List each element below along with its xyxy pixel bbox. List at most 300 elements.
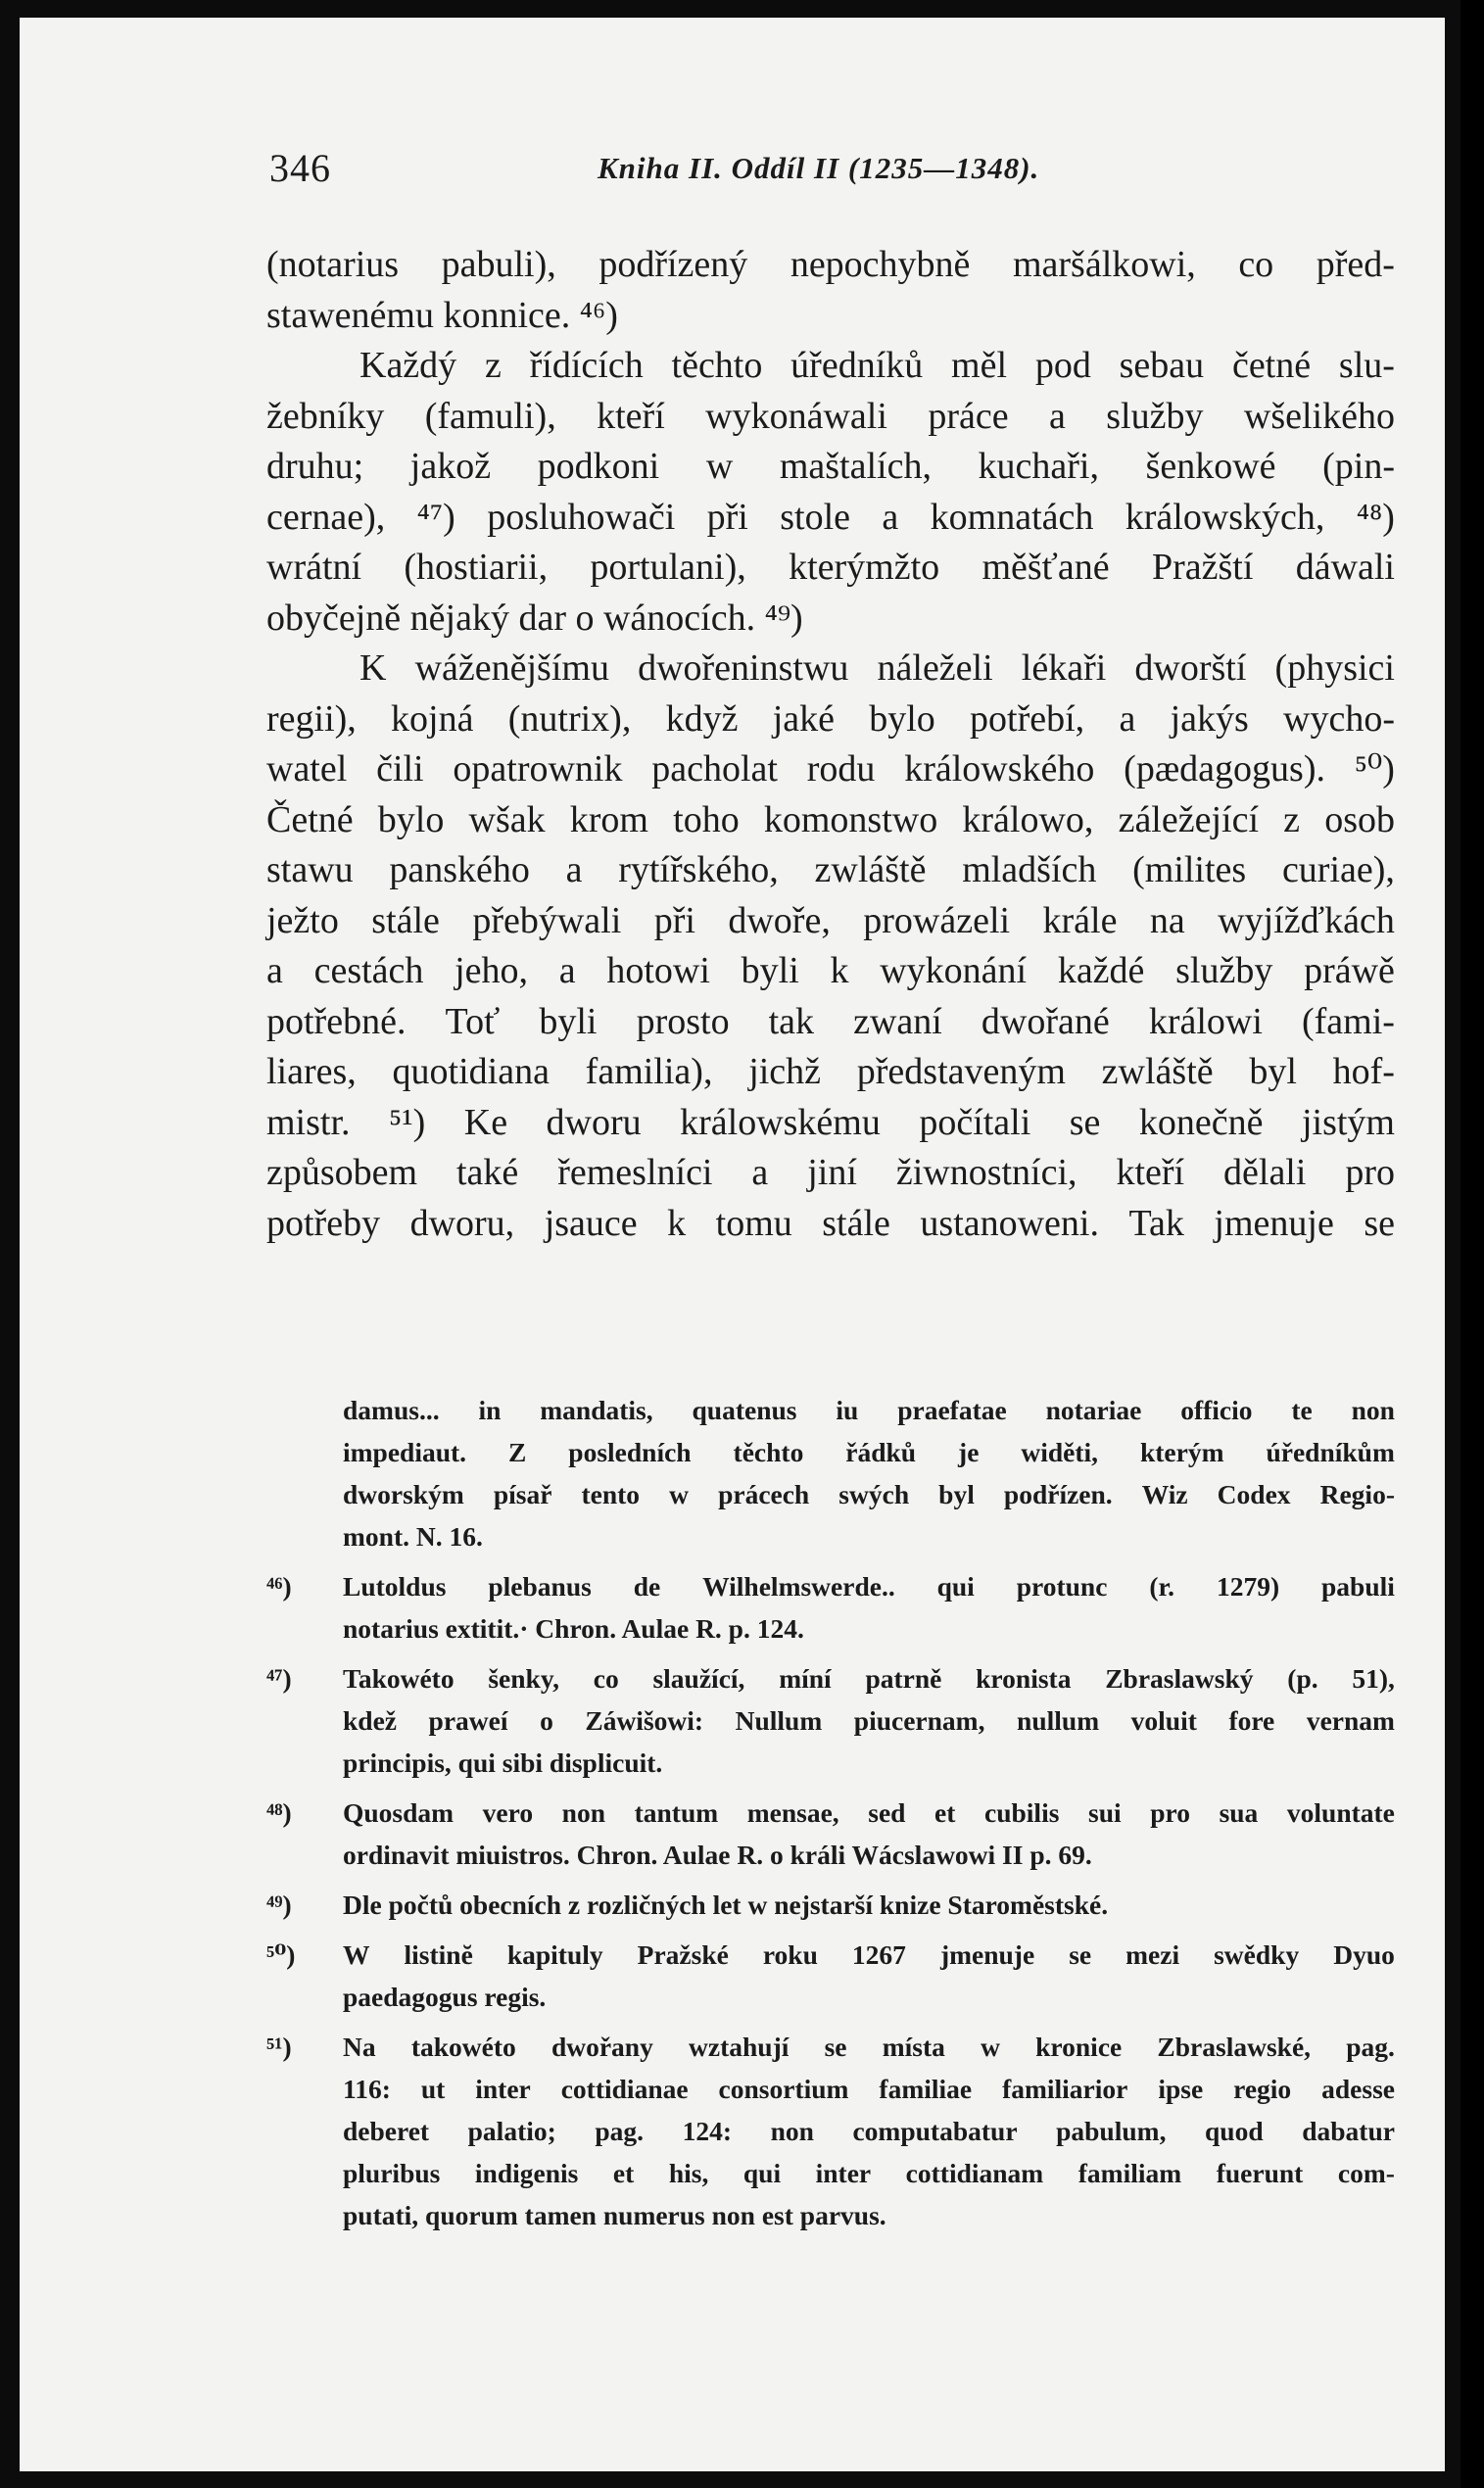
word: wrátní (266, 547, 362, 588)
word: Codex (1217, 1479, 1291, 1509)
word: krále (1042, 899, 1118, 941)
word: (r. (1149, 1571, 1175, 1602)
word: a (565, 849, 583, 890)
word: je (958, 1437, 980, 1467)
word: et (612, 2158, 635, 2188)
word: šenkowé (1145, 446, 1276, 487)
word: kojná (391, 697, 474, 740)
text-line (266, 694, 1395, 745)
word: kteří (597, 395, 665, 437)
word: mistr. (266, 1101, 351, 1143)
footnote-mark: ⁵¹) (266, 2032, 292, 2062)
word: prácech (718, 1479, 810, 1509)
word: Wiz (1141, 1479, 1188, 1509)
word: hotowi (606, 950, 710, 991)
word: (famuli), (424, 395, 556, 437)
word: curiae), (1281, 849, 1395, 890)
word: w (705, 446, 734, 487)
word: z (484, 345, 502, 386)
word: de (633, 1571, 661, 1602)
word: jakož (409, 446, 492, 487)
word: Ke (463, 1101, 508, 1143)
word: Wilhelmswerde.. (702, 1571, 895, 1602)
word: práwě (1304, 950, 1395, 991)
word: z (1283, 798, 1301, 840)
word: protunc (1016, 1571, 1108, 1602)
footnote-51 (266, 2026, 1395, 2236)
word: in (478, 1395, 502, 1425)
word: pod (1034, 345, 1091, 386)
word: maršálkowi, (1012, 244, 1196, 285)
word: dáwali (1295, 547, 1395, 588)
footnote-line (266, 1431, 1395, 1473)
word: pag. (1346, 2032, 1395, 2062)
word: ⁴⁸) (1356, 496, 1395, 538)
word: potřebí, (970, 697, 1085, 740)
word: k (667, 1202, 687, 1244)
word: nullum (1017, 1705, 1100, 1736)
word: cubilis (984, 1797, 1060, 1828)
word: Každý (359, 345, 457, 386)
word: způsobem (266, 1152, 418, 1193)
word: (fami- (1301, 1000, 1395, 1042)
word: portulani), (590, 547, 746, 588)
word: ježto (266, 899, 339, 941)
word: kterýmžto (789, 547, 940, 588)
word: těchto (733, 1437, 804, 1467)
word: 116: (343, 2074, 391, 2104)
word: stále (822, 1202, 890, 1244)
word: toho (673, 798, 740, 840)
word: rodu (806, 748, 876, 789)
footnote-line: Dle počtů obecních z rozličných let w nejstarší knize Staroměstské. (343, 1890, 1109, 1920)
word: řídících (529, 345, 644, 386)
word: palatio; (467, 2116, 556, 2146)
footnote-49 (266, 1884, 1395, 1926)
text-line (266, 997, 1395, 1048)
word: králowských, (1125, 496, 1325, 538)
word: wycho- (1283, 697, 1395, 740)
text-line (266, 644, 1395, 694)
word: pro (1345, 1152, 1395, 1193)
word: pro (1150, 1797, 1190, 1828)
word: čili (376, 748, 424, 789)
word: služby (1106, 395, 1204, 437)
text-line (266, 392, 1395, 443)
word: et (934, 1797, 956, 1828)
word: 51), (1352, 1663, 1395, 1694)
word: notariae (1045, 1395, 1142, 1425)
footnote-line: principis, qui sibi displicuit. (343, 1747, 663, 1778)
word: mezi (1125, 1939, 1180, 1970)
word: žebníky (266, 395, 385, 437)
text-line: stawenému konnice. ⁴⁶) (266, 294, 618, 336)
word: pacholat (651, 748, 778, 789)
text-line (266, 240, 1395, 291)
word: komonstwo (763, 798, 938, 840)
word: Tak (1128, 1202, 1184, 1244)
word: swědky (1214, 1939, 1300, 1970)
word: kronice (1035, 2032, 1123, 2062)
word: měšťané (981, 547, 1110, 588)
word: his, (668, 2158, 709, 2188)
word: úředníků (790, 345, 924, 386)
word: sed (868, 1797, 906, 1828)
word: K (359, 647, 387, 689)
text-line (266, 341, 1395, 392)
word: byl (938, 1479, 975, 1509)
word: opatrownik (453, 748, 623, 789)
word: jmenuje (1214, 1202, 1334, 1244)
word: Dyuo (1333, 1939, 1395, 1970)
word: přebýwali (472, 899, 622, 941)
word: Četné (266, 798, 354, 840)
footnote-line (343, 1565, 1395, 1607)
word: voluntate (1286, 1797, 1395, 1828)
running-head: Kniha II. Oddíl II (1235—1348). (598, 151, 1040, 185)
word: se (1069, 1939, 1092, 1970)
word: pabulum, (1056, 2116, 1167, 2146)
word: sua (1219, 1797, 1259, 1828)
word: wykonání (880, 950, 1028, 991)
footnote-line: paedagogus regis. (343, 1982, 547, 2012)
footnote-line: ordinavit miuistros. Chron. Aulae R. o králi Wácslawowi II p. 69. (343, 1840, 1092, 1870)
text-line (266, 845, 1395, 896)
word: pabuli), (441, 244, 556, 285)
word: slaužící, (652, 1663, 745, 1694)
footnote-mark: ⁴⁹) (266, 1890, 292, 1920)
word: také (456, 1152, 519, 1193)
word: qui (742, 2158, 782, 2188)
word: inter (475, 2074, 531, 2104)
word: a (266, 950, 283, 991)
word: 1279) (1216, 1571, 1280, 1602)
footnote-46 (266, 1565, 1395, 1650)
footnote-48 (266, 1792, 1395, 1876)
word: stále (371, 899, 440, 941)
word: tak (768, 1000, 815, 1042)
scan-border (1460, 0, 1484, 2488)
footnote-line (343, 1934, 1395, 1976)
word: místa (882, 2032, 945, 2062)
word: mensae, (746, 1797, 839, 1828)
word: podřízený (598, 244, 748, 285)
word: wšelikého (1243, 395, 1395, 437)
word: kteří (1116, 1152, 1185, 1193)
word: náleželi (877, 647, 993, 689)
word: computabatur (852, 2116, 1018, 2146)
word: dworští (1134, 647, 1247, 689)
text-line (266, 543, 1395, 594)
word: Lutoldus (343, 1571, 447, 1602)
word: dwořeninstwu (638, 647, 849, 689)
word: nepochybně (790, 244, 971, 285)
word: posluhowači (487, 496, 676, 538)
text-line: obyčejně nějaký dar o wánocích. ⁴⁹) (266, 597, 803, 639)
word: zwláště (1101, 1051, 1214, 1092)
word: officio (1180, 1395, 1253, 1425)
word: mandatis, (540, 1395, 653, 1425)
word: quatenus (692, 1395, 797, 1425)
word: plebanus (488, 1571, 592, 1602)
word: praweí (428, 1705, 508, 1736)
word: wyjížďkách (1218, 899, 1395, 941)
word: qui (936, 1571, 975, 1602)
word: voluit (1130, 1705, 1197, 1736)
word: com- (1337, 2158, 1395, 2188)
word: (p. (1287, 1663, 1318, 1694)
word: byli (539, 1000, 598, 1042)
word: bylo (377, 798, 445, 840)
word: 1267 (851, 1939, 906, 1970)
text-line (266, 1098, 1395, 1149)
footnote-50 (266, 1934, 1395, 2018)
word: iu (836, 1395, 859, 1425)
text-line (266, 1047, 1395, 1098)
word: jmenuje (939, 1939, 1035, 1970)
word: práce (928, 395, 1009, 437)
footnote-line (266, 2152, 1395, 2194)
word: Regio- (1319, 1479, 1395, 1509)
footnote-line: putati, quorum tamen numerus non est parvus. (343, 2200, 886, 2230)
word: Zbraslawský (1105, 1663, 1254, 1694)
word: damus... (343, 1395, 440, 1425)
word: o (540, 1705, 553, 1736)
word: prosto (636, 1000, 730, 1042)
word: (pin- (1322, 446, 1395, 487)
word: kuchaři, (978, 446, 1099, 487)
text-line (266, 1199, 1395, 1250)
word: ut (420, 2074, 446, 2104)
text-line (266, 1148, 1395, 1199)
word: druhu; (266, 446, 364, 487)
word: stole (780, 496, 851, 538)
footnote-47 (266, 1657, 1395, 1784)
word: Nullum (735, 1705, 823, 1736)
word: listinĕ (404, 1939, 473, 1970)
text-line (266, 442, 1395, 493)
word: (hostiarii, (404, 547, 549, 588)
word: co (1238, 244, 1274, 285)
word: w (981, 2032, 1000, 2062)
word: na (1149, 899, 1185, 941)
word: familiam (1077, 2158, 1182, 2188)
word: (notarius (266, 244, 400, 285)
word: jakýs (1170, 697, 1249, 740)
word: regio (1233, 2074, 1292, 2104)
word: králowského (904, 748, 1095, 789)
footnote-line (266, 1699, 1395, 1742)
word: wáženějšímu (414, 647, 609, 689)
word: sebau (1119, 345, 1205, 386)
word: roku (762, 1939, 818, 1970)
word: te (1291, 1395, 1313, 1425)
word: králowi (1148, 1000, 1263, 1042)
word: Zbraslawské, (1157, 2032, 1312, 2062)
word: ⁴⁷) (416, 496, 455, 538)
word: Záwišowi: (585, 1705, 704, 1736)
word: tantum (634, 1797, 719, 1828)
word: podkoni (537, 446, 660, 487)
word: W (343, 1939, 370, 1970)
word: Takowéto (343, 1663, 455, 1694)
word: fore (1228, 1705, 1275, 1736)
word: každé (1057, 950, 1145, 991)
word: watel (266, 748, 348, 789)
word: jiní (807, 1152, 857, 1193)
footnote-mark: ⁵⁰) (266, 1939, 296, 1970)
footnote-mark: ⁴⁷) (266, 1663, 292, 1694)
word: dwořané (981, 1000, 1110, 1042)
word: rytířského, (618, 849, 779, 890)
word: úředníkům (1266, 1437, 1395, 1467)
word: ipse (1158, 2074, 1204, 2104)
footnote-line (266, 1473, 1395, 1515)
word: dwořany (551, 2032, 653, 2062)
text-line (266, 493, 1395, 544)
word: consortium (718, 2074, 849, 2104)
word: Pražští (1151, 547, 1254, 588)
word: ⁵¹) (389, 1101, 426, 1143)
word: jsauce (544, 1202, 638, 1244)
word: liares, (266, 1051, 357, 1092)
word: inter (815, 2158, 872, 2188)
word: jichž (748, 1051, 822, 1092)
word: dabatur (1302, 2116, 1395, 2146)
word: Na (343, 2032, 376, 2062)
word: wšak (468, 798, 546, 840)
word: stawu (266, 849, 354, 890)
word: a (882, 496, 899, 538)
word: wztahují (689, 2032, 790, 2062)
footnote-line (343, 2026, 1395, 2068)
word: králowo, (962, 798, 1094, 840)
footnote-line (266, 1389, 1395, 1431)
word: widěti, (1021, 1437, 1099, 1467)
footnotes (266, 1389, 1395, 2236)
word: ⁵⁰) (1354, 748, 1395, 789)
word: dělali (1223, 1152, 1307, 1193)
word: byli (741, 950, 799, 991)
word: Toť (445, 1000, 501, 1042)
word: k (830, 950, 849, 991)
word: pag. (595, 2116, 645, 2146)
word: podřízen. (1003, 1479, 1113, 1509)
word: tomu (715, 1202, 792, 1244)
page-number: 346 (269, 146, 331, 190)
word: pluribus (343, 2158, 441, 2188)
text-line (266, 946, 1395, 997)
word: deberet (343, 2116, 430, 2146)
word: quotidiana (392, 1051, 550, 1092)
word: (nutrix), (507, 697, 632, 740)
word: co (593, 1663, 619, 1694)
word: kapituly (506, 1939, 603, 1970)
word: non (770, 2116, 814, 2146)
word: (physici (1274, 647, 1395, 689)
word: vero (482, 1797, 534, 1828)
word: ustanoweni. (920, 1202, 1099, 1244)
word: osob (1324, 798, 1395, 840)
word: se (824, 2032, 847, 2062)
footnote-line (266, 2110, 1395, 2152)
word: Pražské (637, 1939, 729, 1970)
word: před- (1316, 244, 1395, 285)
word: jeho, (455, 950, 529, 991)
word: počítali (919, 1101, 1031, 1143)
word: Quosdam (343, 1797, 455, 1828)
word: familia), (585, 1051, 713, 1092)
word: familiarior (1002, 2074, 1128, 2104)
main-text (266, 240, 1395, 1249)
word: dworu (546, 1101, 642, 1143)
word: potřebné. (266, 1000, 407, 1042)
word: familiae (879, 2074, 973, 2104)
word: lékaři (1021, 647, 1107, 689)
word: swých (838, 1479, 910, 1509)
word: dwoře, (728, 899, 831, 941)
word: řádků (845, 1437, 917, 1467)
word: a (751, 1152, 769, 1193)
word: a (558, 950, 576, 991)
text-line (266, 795, 1395, 846)
word: slu- (1338, 345, 1395, 386)
word: cestách (313, 950, 424, 991)
word: piucernam, (853, 1705, 985, 1736)
word: zwaní (853, 1000, 942, 1042)
word: těchto (671, 345, 763, 386)
word: žiwnostníci, (895, 1152, 1077, 1193)
word: patrně (865, 1663, 942, 1694)
word: (milites (1132, 849, 1247, 890)
word: králowskému (680, 1101, 881, 1143)
word: Z (508, 1437, 527, 1467)
word: měl (951, 345, 1008, 386)
word: fuerunt (1216, 2158, 1304, 2188)
word: maštalích, (779, 446, 932, 487)
word: praefatae (897, 1395, 1007, 1425)
word: při (653, 899, 695, 941)
word: w (669, 1479, 689, 1509)
word: cottidianae (560, 2074, 689, 2104)
text-line (266, 896, 1395, 947)
footnote-line: mont. N. 16. (343, 1521, 483, 1552)
word: (pædagogus). (1124, 748, 1325, 789)
word: prowázeli (863, 899, 1011, 941)
word: kterým (1139, 1437, 1224, 1467)
word: četné (1231, 345, 1312, 386)
word: tento (581, 1479, 641, 1509)
word: cottidianam (905, 2158, 1044, 2188)
footnote-line: notarius extitit.· Chron. Aulae R. p. 124. (343, 1613, 804, 1644)
word: non (561, 1797, 606, 1828)
word: při (706, 496, 748, 538)
word: byl (1249, 1051, 1297, 1092)
word: komnatách (930, 496, 1094, 538)
word: dworským (343, 1479, 464, 1509)
word: posledních (568, 1437, 692, 1467)
word: indigenis (474, 2158, 579, 2188)
word: 124: (682, 2116, 732, 2146)
word: konečně (1138, 1101, 1264, 1143)
word: pabuli (1321, 1571, 1395, 1602)
word: jistým (1301, 1101, 1395, 1143)
footnote-mark: ⁴⁸) (266, 1797, 292, 1828)
word: adesse (1321, 2074, 1395, 2104)
word: se (1364, 1202, 1395, 1244)
word: služby (1175, 950, 1273, 991)
word: sui (1088, 1797, 1122, 1828)
